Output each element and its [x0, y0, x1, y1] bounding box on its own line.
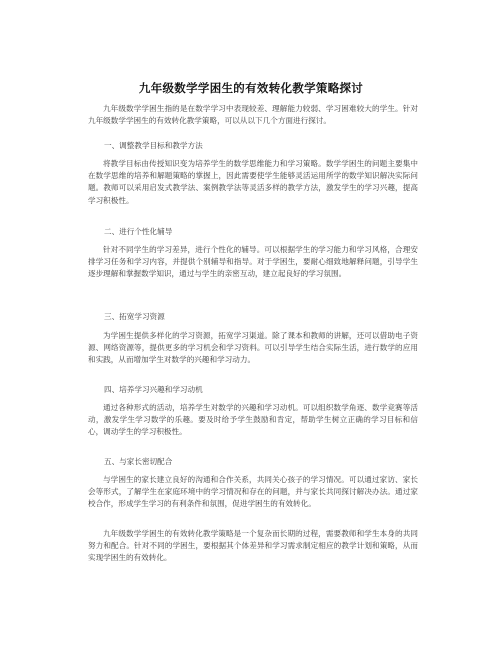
section-3-paragraph: 为学困生提供多样化的学习资源，拓宽学习渠道。除了课本和教师的讲解，还可以借助电子资源、网络资源等，提供更多的学习机会和学习资料。可以引导学生结合实际生活，进行数学的应用和实践，从而增加学生对数学的兴趣和学习动力。 [88, 331, 418, 365]
section-3-heading: 三、拓宽学习资源 [104, 312, 165, 321]
section-5-paragraph: 与学困生的家长建立良好的沟通和合作关系，共同关心孩子的学习情况。可以通过家访、家长会等形式，了解学生在家庭环境中的学习情况和存在的问题，并与家长共同探讨解决办法。通过家校合作，形成学生学习的有利条件和氛围，促进学困生的有效转化。 [88, 475, 418, 509]
section-1-paragraph: 将教学目标由传授知识变为培养学生的数学思维能力和学习策略。数学学困生的问题主要集中在数学思维的培养和解题策略的掌握上，因此需要使学生能够灵活运用所学的数学知识解决实际问题。教师可以采用启发式教学法、案例教学法等灵活多样的教学方法，激发学生的学习兴趣，提高学习积极性。 [88, 159, 418, 205]
conclusion-paragraph: 九年级数学学困生的有效转化教学策略是一个复杂而长期的过程，需要教师和学生本身的共同努力和配合。针对不同的学困生，要根据其个体差异和学习需求制定相应的教学计划和策略，从而实现学困生的有效转化。 [88, 529, 418, 563]
section-4-heading: 四、培养学习兴趣和学习动机 [104, 385, 203, 394]
section-1-heading: 一、调整教学目标和教学方法 [104, 141, 203, 150]
section-5-heading: 五、与家长密切配合 [104, 457, 173, 466]
section-4-paragraph: 通过各种形式的活动，培养学生对数学的兴趣和学习动机。可以组织数学角逐、数学竞赛等活动，激发学生学习数学的乐趣。要及时给予学生鼓励和肯定，帮助学生树立正确的学习目标和信心，调动学生的学习积极性。 [88, 403, 418, 437]
section-2-heading: 二、进行个性化辅导 [104, 227, 173, 236]
section-2-paragraph: 针对不同学生的学习差异，进行个性化的辅导。可以根据学生的学习能力和学习风格，合理安排学习任务和学习内容，并提供个别辅导和指导。对于学困生，要耐心细致地解释问题，引导学生逐步理解和掌握数学知识，通过与学生的亲密互动，建立起良好的学习氛围。 [88, 245, 418, 279]
intro-paragraph: 九年级数学学困生指的是在数学学习中表现较差、理解能力较弱、学习困难较大的学生。针对九年级数学学困生的有效转化教学策略，可以从以下几个方面进行探讨。 [88, 104, 418, 126]
document-title: 九年级数学学困生的有效转化教学策略探讨 [138, 81, 364, 95]
